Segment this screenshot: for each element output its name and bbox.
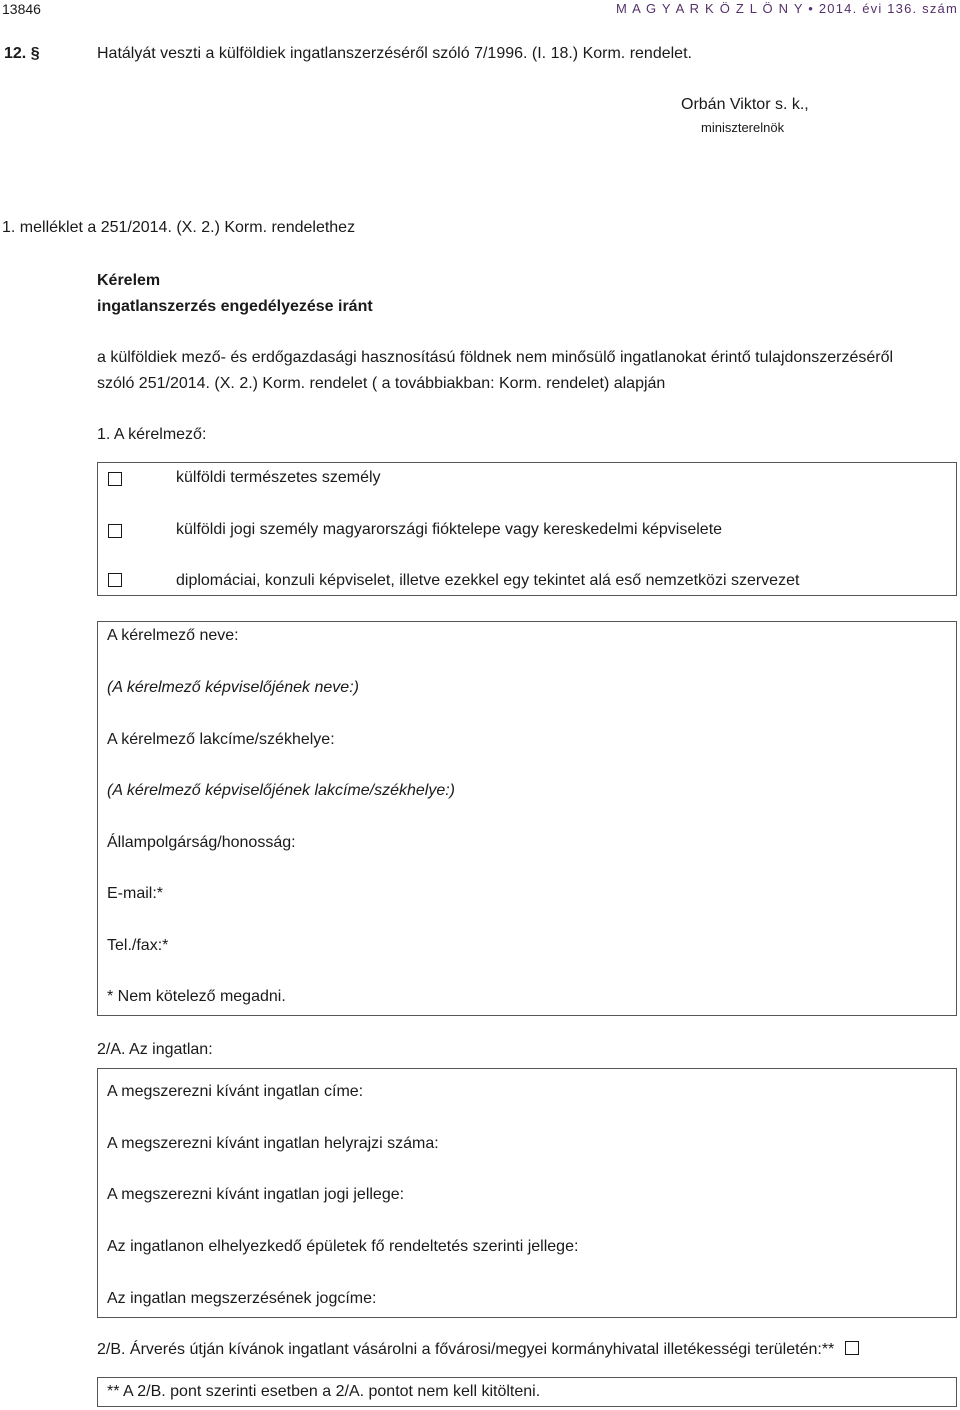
section-number: 12. § <box>4 45 40 62</box>
checkbox-natural-person[interactable] <box>108 472 122 486</box>
field-property-legal-nature[interactable]: A megszerezni kívánt ingatlan jogi jellege: <box>107 1186 405 1203</box>
intro-line-1: a külföldiek mező- és erdőgazdasági hasznosítású földnek nem minősülő ingatlanokat érintő tulajdonszerzéséről <box>97 349 894 366</box>
property-box <box>97 1068 957 1318</box>
journal-header: M A G Y A R K Ö Z L Ö N Y • 2014. évi 136. szám <box>615 1 958 16</box>
auction-text: 2/B. Árverés útján kívánok ingatlant vásárolni a fővárosi/megyei kormányhivatal illetékességi területén:** <box>97 1341 835 1358</box>
checkbox-diplomatic[interactable] <box>108 573 122 587</box>
intro-line-2: szóló 251/2014. (X. 2.) Korm. rendelet ( a továbbiakban: Korm. rendelet) alapján <box>97 375 666 392</box>
field-property-address[interactable]: A megszerezni kívánt ingatlan címe: <box>107 1083 364 1100</box>
checkbox-legal-person-branch[interactable] <box>108 524 122 538</box>
signer-title: miniszterelnök <box>701 120 785 135</box>
property-heading: 2/A. Az ingatlan: <box>97 1041 213 1058</box>
option-legal-person-branch: külföldi jogi személy magyarországi fióktelepe vagy kereskedelmi képviselete <box>176 521 723 538</box>
option-diplomatic: diplomáciai, konzuli képviselet, illetve ezekkel egy tekintet alá eső nemzetközi szervezet <box>176 572 800 589</box>
field-applicant-name[interactable]: A kérelmező neve: <box>107 627 239 644</box>
auction-note: ** A 2/B. pont szerinti esetben a 2/A. pontot nem kell kitölteni. <box>107 1383 541 1400</box>
section-text: Hatályát veszti a külföldiek ingatlanszerzéséről szóló 7/1996. (I. 18.) Korm. rendelet. <box>97 45 692 62</box>
field-representative-address[interactable]: (A kérelmező képviselőjének lakcíme/székhelye:) <box>107 782 455 799</box>
signer-name: Orbán Viktor s. k., <box>681 96 809 113</box>
applicant-type-box <box>97 462 957 596</box>
auction-line <box>97 1340 853 1359</box>
field-building-purpose[interactable]: Az ingatlanon elhelyezkedő épületek fő rendeltetés szerinti jellege: <box>107 1238 579 1255</box>
applicant-data-box <box>97 621 957 1016</box>
form-subtitle: ingatlanszerzés engedélyezése iránt <box>97 298 373 315</box>
field-email[interactable]: E-mail:* <box>107 885 164 902</box>
field-citizenship[interactable]: Állampolgárság/honosság: <box>107 834 296 851</box>
auction-note-box <box>97 1377 957 1407</box>
checkbox-auction[interactable] <box>845 1341 859 1355</box>
field-applicant-address[interactable]: A kérelmező lakcíme/székhelye: <box>107 731 335 748</box>
form-title: Kérelem <box>97 272 161 289</box>
page-number: 13846 <box>2 1 41 17</box>
field-tel-fax[interactable]: Tel./fax:* <box>107 937 169 954</box>
annex-heading: 1. melléklet a 251/2014. (X. 2.) Korm. rendelethez <box>2 219 356 236</box>
field-property-lot-number[interactable]: A megszerezni kívánt ingatlan helyrajzi száma: <box>107 1135 439 1152</box>
field-representative-name[interactable]: (A kérelmező képviselőjének neve:) <box>107 679 359 696</box>
option-natural-person: külföldi természetes személy <box>176 469 381 486</box>
field-acquisition-title[interactable]: Az ingatlan megszerzésének jogcíme: <box>107 1290 377 1307</box>
applicant-heading: 1. A kérelmező: <box>97 426 207 443</box>
optional-note: * Nem kötelező megadni. <box>107 988 286 1005</box>
